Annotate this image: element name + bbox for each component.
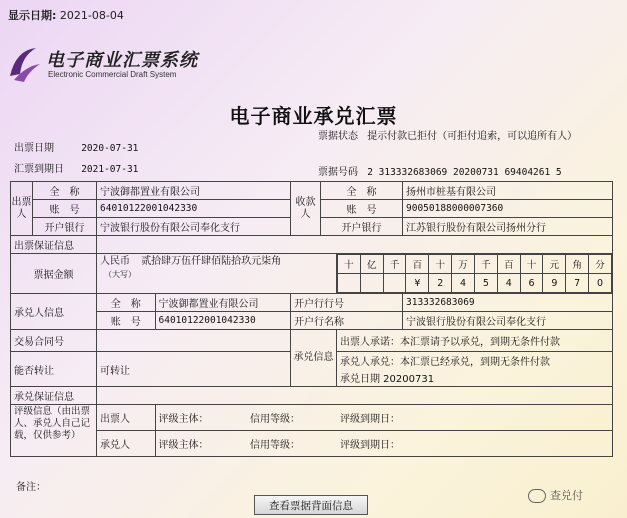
acceptor-acct-wrap xyxy=(97,312,291,330)
unit-cell: 分 xyxy=(589,255,612,274)
digit-cell xyxy=(338,274,361,293)
unit-cell: 万 xyxy=(452,255,475,274)
unit-cell: 千 xyxy=(383,255,406,274)
acceptor-label: 承兑人信息 xyxy=(11,294,97,330)
due-date xyxy=(14,160,138,175)
acceptor-bank-no: 313332683069 xyxy=(403,294,613,312)
logo-en-text: Electronic Commercial Draft System xyxy=(48,70,177,79)
display-date xyxy=(8,7,124,23)
digit-cell: 0 xyxy=(589,274,612,293)
rating-who: 出票人 xyxy=(97,405,155,430)
amount-label: 票据金额 xyxy=(11,254,97,294)
rating-row-drawer xyxy=(97,405,613,431)
rating-due: 评级到期日： xyxy=(340,414,400,425)
rating-subject: 评级主体： xyxy=(158,414,209,425)
acceptor-bank-name: 宁波银行股份有限公司奉化支行 xyxy=(403,312,613,330)
unit-cell: 千 xyxy=(474,255,497,274)
rating-level: 信用等级： xyxy=(250,440,300,451)
issue-date-label: 出票日期 xyxy=(14,143,54,154)
due-date-value: 2021-07-31 xyxy=(81,164,139,175)
rating-level: 信用等级： xyxy=(250,414,300,425)
view-back-button[interactable]: 查看票据背面信息 xyxy=(254,495,368,515)
wechat-icon xyxy=(528,489,546,503)
digit-cell: 2 xyxy=(429,274,452,293)
digit-cell: 4 xyxy=(452,274,475,293)
unit-cell: 百 xyxy=(497,255,520,274)
due-date-label: 汇票到期日 xyxy=(14,164,64,175)
bill-number-label: 票据号码 xyxy=(318,167,358,178)
bill-status xyxy=(318,130,618,144)
accept-info-label: 承兑信息 xyxy=(291,330,337,387)
rating-who: 承兑人 xyxy=(97,431,155,456)
page-title: 电子商业承兑汇票 xyxy=(229,104,398,128)
amount-digits-grid xyxy=(337,254,612,293)
rating-label: 评级信息（由出票人、承兑人自己记载，仅供参考） xyxy=(11,405,97,457)
drawer-bank: 宁波银行股份有限公司奉化支行 xyxy=(97,218,291,236)
ecds-logo-icon xyxy=(6,44,42,84)
acceptor-acct-label: 账 号 xyxy=(97,312,155,329)
digit-cell: 7 xyxy=(566,274,589,293)
digit-cell: 6 xyxy=(520,274,543,293)
acceptor-promise: 承兑人承兑：本汇票已经承兑，到期无条件付款 xyxy=(337,352,613,370)
bill-number-value: 2 313332683069 20200731 69404261 5 xyxy=(367,167,562,178)
unit-cell: 十 xyxy=(338,255,361,274)
accept-date: 承兑日期 20200731 xyxy=(337,369,613,387)
drawer-bank-label: 开户银行 xyxy=(33,218,97,236)
unit-cell: 十 xyxy=(429,255,452,274)
amount-words-cell xyxy=(97,254,337,294)
acceptor-acct: 640101220010423​30 xyxy=(158,315,256,326)
digit-cell xyxy=(360,274,383,293)
rating-row-acceptor xyxy=(97,431,613,457)
guarantee-value xyxy=(97,236,613,254)
amount-upper-note: （大写） xyxy=(104,270,136,279)
drawer-promise: 出票人承诺：本汇票请予以承兑，到期无条件付款 xyxy=(337,330,613,352)
drawer-acct: 640101220010423​30 xyxy=(97,200,291,218)
bill-status-value: 提示付款已拒付（可拒付追索，可以追所有人） xyxy=(367,131,578,142)
payee-bank: 江苏银行股份有限公司扬州分行 xyxy=(403,218,613,236)
watermark-text: 查兑付 xyxy=(550,489,583,502)
acceptor-name-label: 全 称 xyxy=(97,294,155,311)
system-logo xyxy=(6,44,206,88)
drawer-acct-label: 账 号 xyxy=(33,200,97,218)
digit-cell: 4 xyxy=(497,274,520,293)
digit-cell: 9 xyxy=(543,274,566,293)
amount-rmb: 人民币 xyxy=(100,256,130,267)
bill-number xyxy=(318,163,562,178)
rating-subject: 评级主体： xyxy=(158,440,209,451)
guarantee-label: 出票保证信息 xyxy=(11,236,97,254)
display-date-label: 显示日期: xyxy=(8,9,57,22)
logo-cn-text: 电子商业汇票系统 xyxy=(46,50,198,71)
issue-date-value: 2020-07-31 xyxy=(81,143,139,154)
unit-cell: 元 xyxy=(543,255,566,274)
watermark xyxy=(528,487,583,503)
transfer-value: 可转让 xyxy=(97,352,291,387)
transfer-label: 能否转让 xyxy=(11,352,97,387)
bill-table xyxy=(10,181,613,457)
amount-words: 贰拾肆万伍仟肆佰陆拾玖元柒角 xyxy=(141,256,282,267)
acceptor-bank-no-label: 开户行行号 xyxy=(291,294,403,312)
display-date-value: 2021-08-04 xyxy=(59,9,124,22)
unit-cell: 十 xyxy=(520,255,543,274)
payee-side-label: 收款人 xyxy=(291,182,321,236)
unit-cell: 百 xyxy=(406,255,429,274)
acceptor-bank-name-label: 开户行名称 xyxy=(291,312,403,330)
remark-label: 备注： xyxy=(16,482,46,493)
drawer-side-label: 出票人 xyxy=(11,182,33,236)
unit-cell: 亿 xyxy=(360,255,383,274)
unit-cell: 角 xyxy=(566,255,589,274)
accept-guarantee-value xyxy=(97,387,613,405)
acceptor-name: 宁波御都置业有限公司 xyxy=(158,299,259,310)
payee-acct: 90050188000007360 xyxy=(403,200,613,218)
drawer-name: 宁波御都置业有限公司 xyxy=(97,182,291,200)
rating-due: 评级到期日： xyxy=(340,440,400,451)
payee-acct-label: 账 号 xyxy=(321,200,403,218)
payee-bank-label: 开户银行 xyxy=(321,218,403,236)
amount-digits-cell xyxy=(337,254,613,294)
contract-label: 交易合同号 xyxy=(11,330,97,352)
acceptor-name-wrap xyxy=(97,294,291,312)
bill-status-label: 票据状态 xyxy=(318,131,358,142)
drawer-name-label: 全 称 xyxy=(33,182,97,200)
digit-cell xyxy=(383,274,406,293)
accept-guarantee-label: 承兑保证信息 xyxy=(11,387,97,405)
payee-name: 扬州市桩基有限公司 xyxy=(403,182,613,200)
payee-name-label: 全 称 xyxy=(321,182,403,200)
contract-value xyxy=(97,330,291,352)
digit-cell: ¥ xyxy=(406,274,429,293)
digit-cell: 5 xyxy=(474,274,497,293)
issue-date xyxy=(14,139,138,154)
